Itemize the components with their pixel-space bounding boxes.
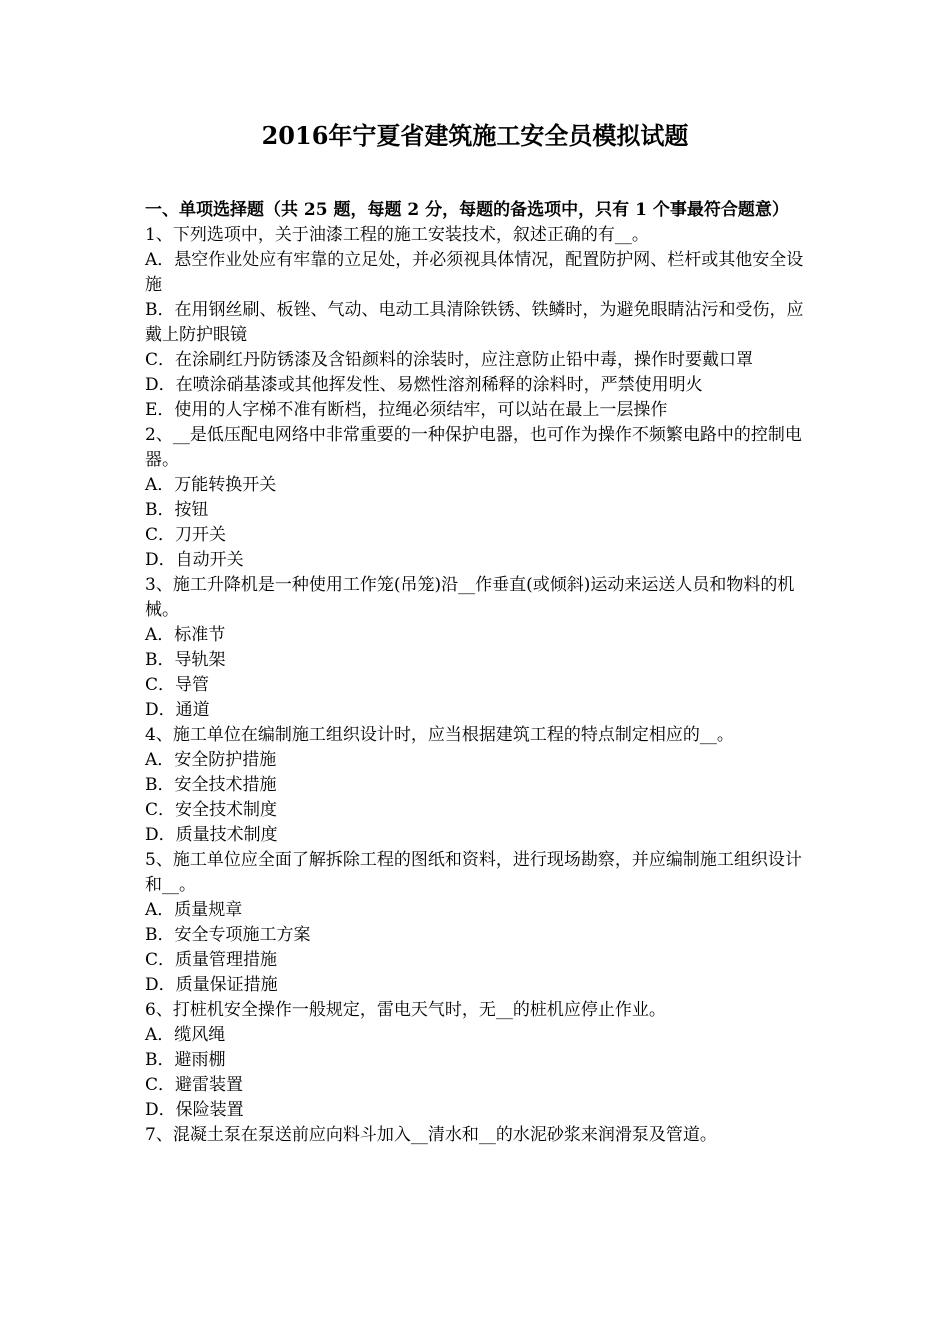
answer-option: D．自动开关 bbox=[145, 550, 244, 570]
answer-option: A．缆风绳 bbox=[145, 1025, 226, 1045]
answer-option: A．质量规章 bbox=[145, 900, 243, 920]
question-stem: 4、施工单位在编制施工组织设计时，应当根据建筑工程的特点制定相应的__。 bbox=[145, 725, 734, 745]
answer-option: C．导管 bbox=[145, 675, 210, 695]
answer-option: D．通道 bbox=[145, 700, 210, 720]
answer-option: A．安全防护措施 bbox=[145, 750, 277, 770]
answer-option: A．悬空作业处应有牢靠的立足处，并必须视具体情况，配置防护网、栏杆或其他安全设施 bbox=[145, 250, 804, 295]
answer-option: C．安全技术制度 bbox=[145, 800, 278, 820]
page-title: 2016年宁夏省建筑施工安全员模拟试题 bbox=[261, 121, 689, 150]
answer-option: C．刀开关 bbox=[145, 525, 227, 545]
answer-option: D．在喷涂硝基漆或其他挥发性、易燃性溶剂稀释的涂料时，严禁使用明火 bbox=[145, 375, 703, 395]
question-stem: 2、__是低压配电网络中非常重要的一种保护电器，也可作为操作不频繁电路中的控制电器。 bbox=[145, 425, 802, 470]
answer-option: A．标准节 bbox=[145, 625, 226, 645]
answer-option: E．使用的人字梯不准有断档，拉绳必须结牢，可以站在最上一层操作 bbox=[145, 400, 668, 420]
question-stem: 1、下列选项中，关于油漆工程的施工安装技术，叙述正确的有__。 bbox=[145, 225, 649, 245]
answer-option: B．导轨架 bbox=[145, 650, 226, 670]
answer-option: A．万能转换开关 bbox=[145, 475, 277, 495]
answer-option: C．质量管理措施 bbox=[145, 950, 278, 970]
section-heading: 一、单项选择题（共 25 题，每题 2 分，每题的备选项中，只有 1 个事最符合题意） bbox=[145, 200, 789, 220]
answer-option: B．避雨棚 bbox=[145, 1050, 226, 1070]
answer-option: B．在用钢丝刷、板锉、气动、电动工具清除铁锈、铁鳞时，为避免眼睛沾污和受伤，应戴上防护眼镜 bbox=[145, 300, 804, 345]
answer-option: C．在涂刷红丹防锈漆及含铅颜料的涂装时，应注意防止铅中毒，操作时要戴口罩 bbox=[145, 350, 754, 370]
question-stem: 6、打桩机安全操作一般规定，雷电天气时，无__的桩机应停止作业。 bbox=[145, 1000, 666, 1020]
answer-option: D．质量保证措施 bbox=[145, 975, 278, 995]
answer-option: C．避雷装置 bbox=[145, 1075, 244, 1095]
question-stem: 5、施工单位应全面了解拆除工程的图纸和资料，进行现场勘察，并应编制施工组织设计和__。 bbox=[145, 850, 802, 895]
answer-option: B．安全专项施工方案 bbox=[145, 925, 311, 945]
question-stem: 7、混凝土泵在泵送前应向料斗加入__清水和__的水泥砂浆来润滑泵及管道。 bbox=[145, 1125, 717, 1145]
question-stem: 3、施工升降机是一种使用工作笼(吊笼)沿__作垂直(或倾斜)运动来运送人员和物料的机械。 bbox=[145, 575, 795, 620]
answer-option: D．质量技术制度 bbox=[145, 825, 278, 845]
answer-option: B．安全技术措施 bbox=[145, 775, 277, 795]
answer-option: B．按钮 bbox=[145, 500, 209, 520]
question-list bbox=[145, 198, 813, 1148]
answer-option: D．保险装置 bbox=[145, 1100, 244, 1120]
